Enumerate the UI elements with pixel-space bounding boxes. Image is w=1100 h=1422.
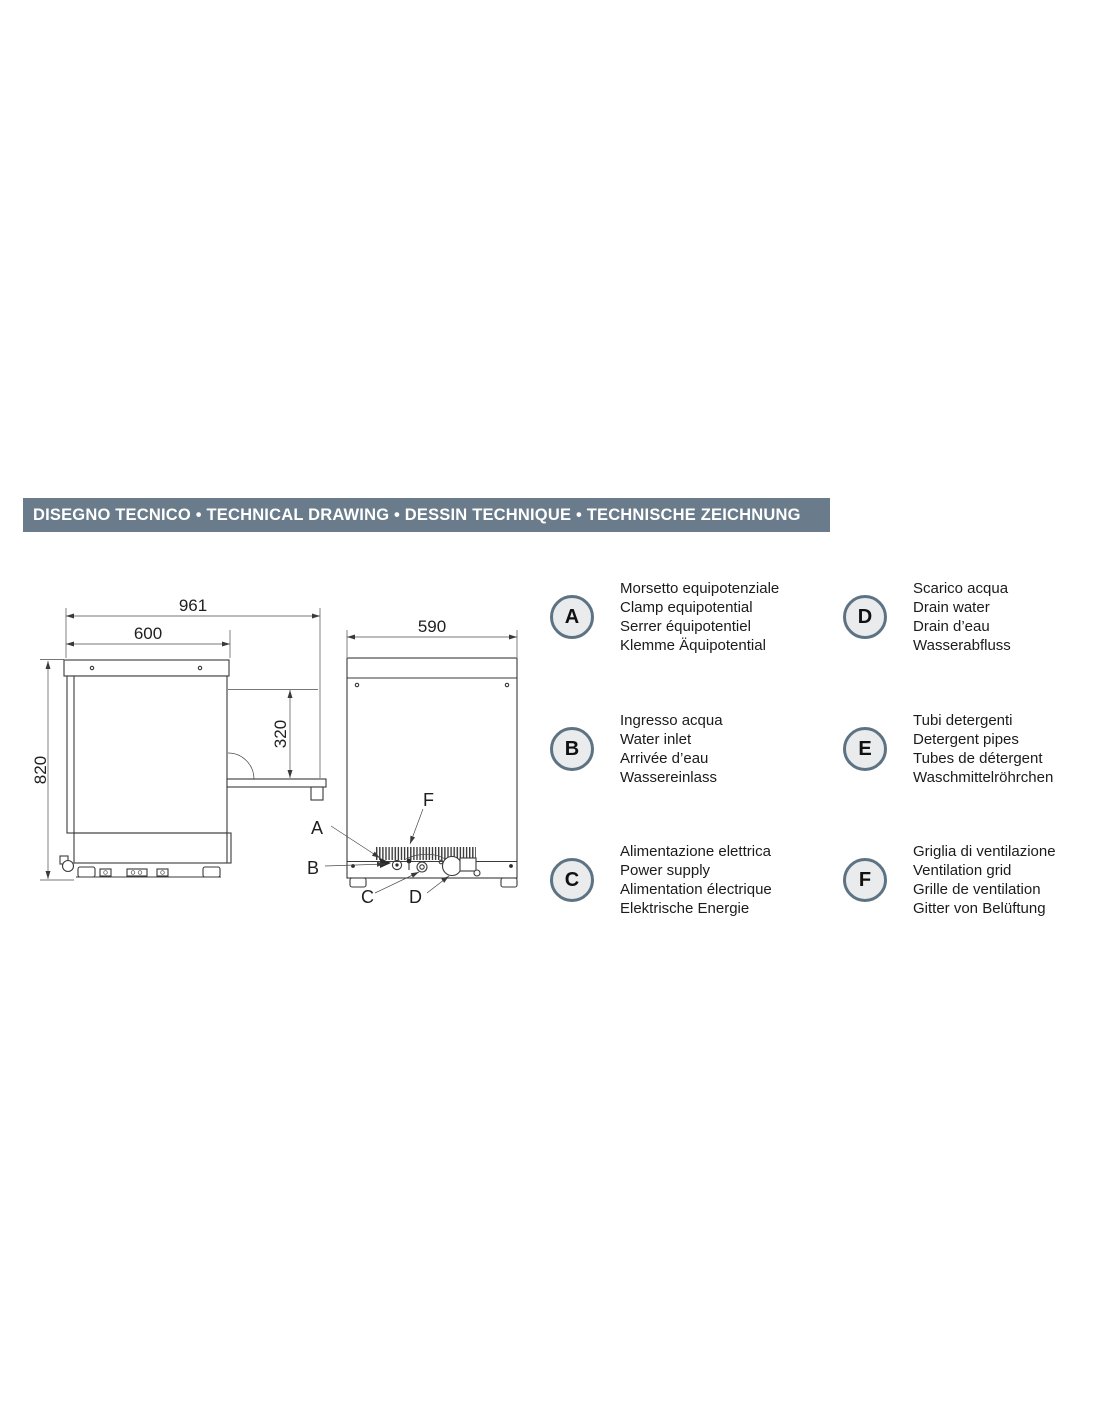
legend-badge-a [550,595,594,639]
dim-label-590: 590 [417,617,447,636]
legend-line: Alimentazione elettrica [620,843,771,860]
legend-badge-letter: C [564,868,580,891]
dim-label-820: 820 [31,755,50,785]
foot [501,878,517,887]
legend-badge-f [843,858,887,902]
screw [138,871,142,875]
door-handle [311,787,323,800]
section-title: DISEGNO TECNICO • TECHNICAL DRAWING • DESSIN TECHNIQUE • TECHNISCHE ZEICHNUNG [33,505,801,524]
legend-item-a [550,579,779,655]
legend-text-block [913,842,1056,918]
foot [203,867,220,877]
legend-line: Arrivée d’eau [620,750,709,767]
legend-text-block [913,579,1011,655]
legend-badge-c [550,858,594,902]
legend-line: Waschmittelröhrchen [913,769,1054,786]
legend-line: Drain water [913,599,990,616]
foot [78,867,95,877]
legend-line: Griglia di ventilazione [913,843,1056,860]
callout-b: B [307,858,320,878]
screw [509,864,513,868]
legend-item-f [843,842,1056,918]
door-swing-arc [228,753,254,779]
foot [350,878,366,887]
legend-badge-b [550,727,594,771]
legend-line: Ingresso acqua [620,712,723,729]
legend-line: Drain d’eau [913,618,990,635]
legend-line: Scarico acqua [913,580,1009,597]
worktop-panel [64,660,229,676]
water-inlet-center [395,863,398,866]
machine-body-back [347,658,517,878]
legend-line: Wassereinlass [620,769,717,786]
legend-line: Morsetto equipotenziale [620,580,780,597]
base-fitting [157,869,168,876]
open-door [227,779,326,787]
drain-pipe [443,857,462,876]
legend-badge-d [843,595,887,639]
screw [161,871,165,875]
legend-line: Water inlet [620,731,692,748]
legend-line: Alimentation électrique [620,881,772,898]
legend-line: Wasserabfluss [913,637,1011,654]
dim-label-320: 320 [271,719,290,749]
legend-item-d [843,579,1011,655]
legend-badge-letter: E [858,737,872,760]
legend-line: Grille de ventilation [913,881,1041,898]
legend-line: Klemme Äquipotential [620,637,766,654]
drain-pipe-end [474,870,480,876]
dim-label-600: 600 [133,624,163,643]
legend-text-block [620,711,723,787]
legend-text-block [913,711,1053,787]
legend-line: Gitter von Belüftung [913,900,1046,917]
legend-badge-letter: B [564,737,580,760]
legend-line: Tubes de détergent [913,750,1043,767]
callout-d: D [409,887,422,907]
back-view-drawing [307,617,517,907]
legend-badge-e [843,727,887,771]
base-fitting [100,869,111,876]
legend-line: Elektrische Energie [620,900,750,917]
screw [104,871,108,875]
legend-item-c [550,842,772,918]
callout-a: A [311,818,324,838]
legend-badge-letter: F [858,868,872,891]
callout-c: C [361,887,374,907]
legend-line: Clamp equipotential [620,599,753,616]
lower-panel [74,833,231,863]
machine-body-side [67,676,227,833]
drain-pipe-body [460,858,476,871]
screw [351,864,355,868]
legend-text-block [620,579,779,655]
callout-f: F [423,790,434,810]
base-fitting [127,869,147,876]
screw [131,871,135,875]
side-view-drawing [31,596,326,880]
legend-line: Detergent pipes [913,731,1019,748]
legend-line: Tubi detergenti [913,712,1013,729]
legend-badge-letter: A [564,605,580,628]
legend-line: Serrer équipotentiel [620,618,751,635]
legend-line: Ventilation grid [913,862,1012,879]
small-fitting [407,859,412,864]
legend-line: Power supply [620,862,711,879]
legend-item-b [550,711,723,787]
legend-badge-letter: D [857,605,873,628]
dim-label-961: 961 [178,596,208,615]
legend-text-block [620,842,772,918]
drain-pump-circle [63,861,74,872]
legend-item-e [843,711,1053,787]
